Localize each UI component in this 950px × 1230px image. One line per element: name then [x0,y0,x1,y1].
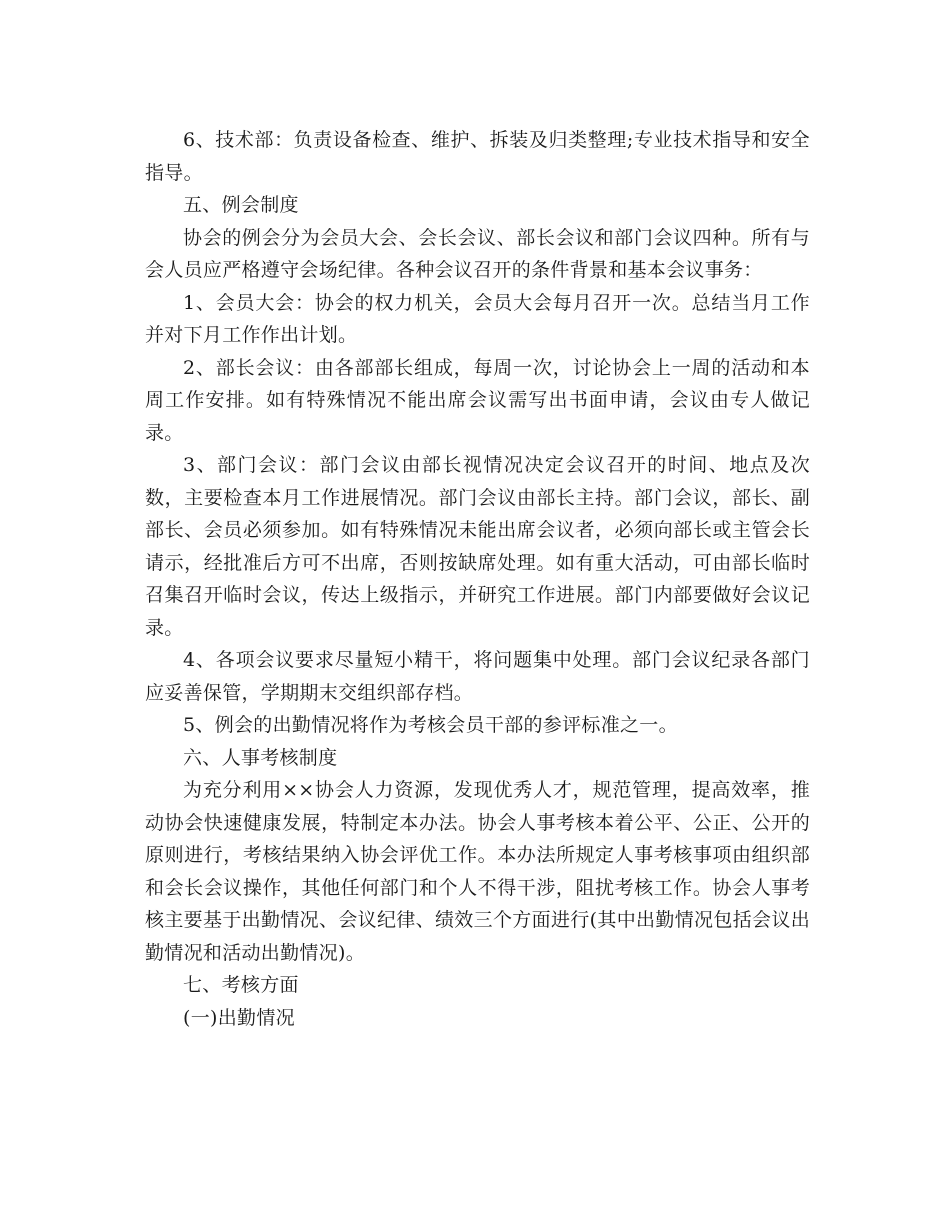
paragraph-meeting-requirements: 4、各项会议要求尽量短小精干，将问题集中处理。部门会议纪录各部门应妥善保管，学期期末交组织部存档。 [145,649,810,704]
paragraph-minister-meeting: 2、部长会议：由各部部长组成，每周一次，讨论协会上一周的活动和本周工作安排。如有特殊情况不能出席会议需写出书面申请，会议由专人做记录。 [145,356,810,444]
document-body [145,124,810,1034]
section-heading-meeting-system: 五、例会制度 [183,194,299,216]
paragraph-assessment-purpose: 为充分利用××协会人力资源，发现优秀人才，规范管理，提高效率，推动协会快速健康发展，特制定本办法。协会人事考核本着公平、公正、公开的原则进行，考核结果纳入协会评优工作。本办法所规定人事考核事项由组织部和会长会议操作，其他任何部门和个人不得干涉，阻扰考核工作。协会人事考核主要基于出勤情况、会议纪律、绩效三个方面进行(其中出勤情况包括会议出勤情况和活动出勤情况)。 [145,779,810,964]
section-heading-personnel-assessment: 六、人事考核制度 [183,746,338,769]
subheading-attendance: (一)出勤情况 [183,1006,295,1029]
paragraph-attendance-criteria: 5、例会的出勤情况将作为考核会员干部的参评标准之一。 [183,714,678,736]
section-heading-assessment-aspects: 七、考核方面 [183,974,299,996]
paragraph-department-meeting: 3、部门会议：部门会议由部长视情况决定会议召开的时间、地点及次数，主要检查本月工作进展情况。部门会议由部长主持。部门会议，部长、副部长、会员必须参加。如有特殊情况未能出席会议者，必须向部长或主管会长请示，经批准后方可不出席，否则按缺席处理。如有重大活动，可由部长临时召集召开临时会议，传达上级指示，并研究工作进展。部门内部要做好会议记录。 [145,454,810,639]
paragraph-meeting-types: 协会的例会分为会员大会、会长会议、部长会议和部门会议四种。所有与会人员应严格遵守会场纪律。各种会议召开的条件背景和基本会议事务： [145,226,810,281]
paragraph-tech-dept: 6、技术部：负责设备检查、维护、拆装及归类整理;专业技术指导和安全指导。 [145,129,810,184]
paragraph-member-assembly: 1、会员大会：协会的权力机关，会员大会每月召开一次。总结当月工作并对下月工作作出计划。 [145,291,810,346]
